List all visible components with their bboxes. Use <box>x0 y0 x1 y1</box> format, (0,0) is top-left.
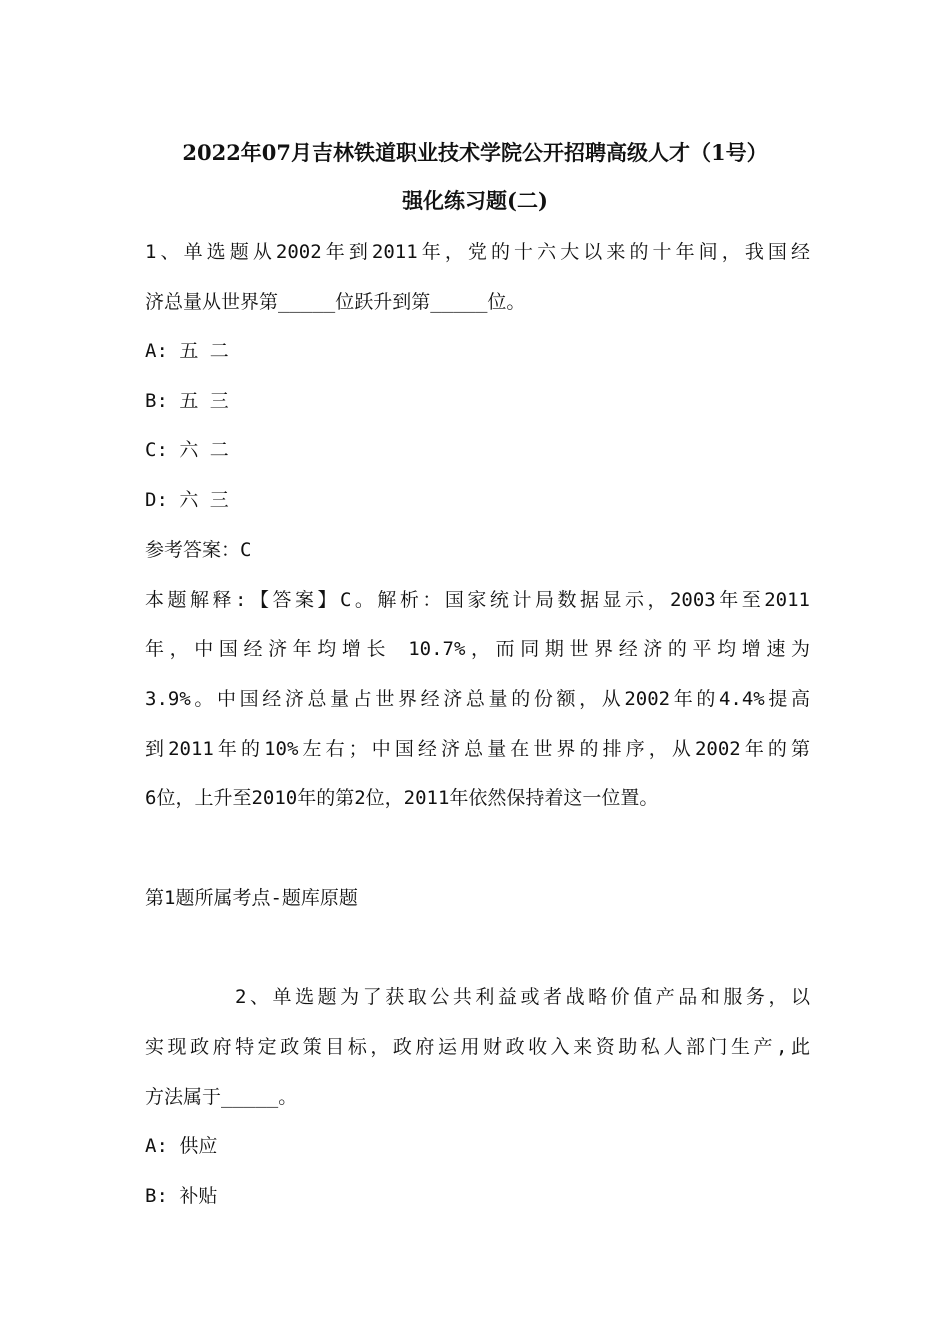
question-2-stem-line-2: 实现政府特定政策目标，政府运用财政收入来资助私人部门生产,此 <box>145 1036 810 1058</box>
document-title-line-2: 强化练习题(二) <box>402 188 548 213</box>
question-1-stem-line-2: 济总量从世界第_____位跃升到第_____位。 <box>145 291 526 313</box>
question-1-answer: 参考答案：C <box>145 539 252 561</box>
question-2-option-b: B: 补贴 <box>145 1185 218 1207</box>
question-1-option-d: D: 六 三 <box>145 489 229 511</box>
question-2-stem-line-1: 2、单选题为了获取公共利益或者战略价值产品和服务，以 <box>235 986 810 1008</box>
question-1-option-b: B: 五 三 <box>145 390 229 412</box>
question-2-stem-line-3: 方法属于_____。 <box>145 1086 298 1108</box>
question-1-explanation-line-2: 年，中国经济年均增长 10.7%，而同期世界经济的平均增速为 <box>145 638 810 660</box>
document-title-line-1: 2022年07月吉林铁道职业技术学院公开招聘高级人才（1号） <box>182 140 768 165</box>
question-1-option-c: C: 六 二 <box>145 439 229 461</box>
question-1-explanation-line-5: 6位，上升至2010年的第2位，2011年依然保持着这一位置。 <box>145 787 659 809</box>
question-2-option-a: A: 供应 <box>145 1135 218 1157</box>
question-1-explanation-line-4: 到2011年的10%左右；中国经济总量在世界的排序，从2002年的第 <box>145 738 810 760</box>
question-1-explanation-line-1: 本题解释:【答案】C。解析：国家统计局数据显示，2003年至2011 <box>145 589 810 611</box>
question-1-option-a: A: 五 二 <box>145 340 229 362</box>
question-1-stem-line-1: 1、单选题从2002年到2011年，党的十六大以来的十年间，我国经 <box>145 241 810 263</box>
question-1-explanation-line-3: 3.9%。中国经济总量占世界经济总量的份额，从2002年的4.4%提高 <box>145 688 810 710</box>
question-1-topic: 第1题所属考点-题库原题 <box>145 887 358 909</box>
